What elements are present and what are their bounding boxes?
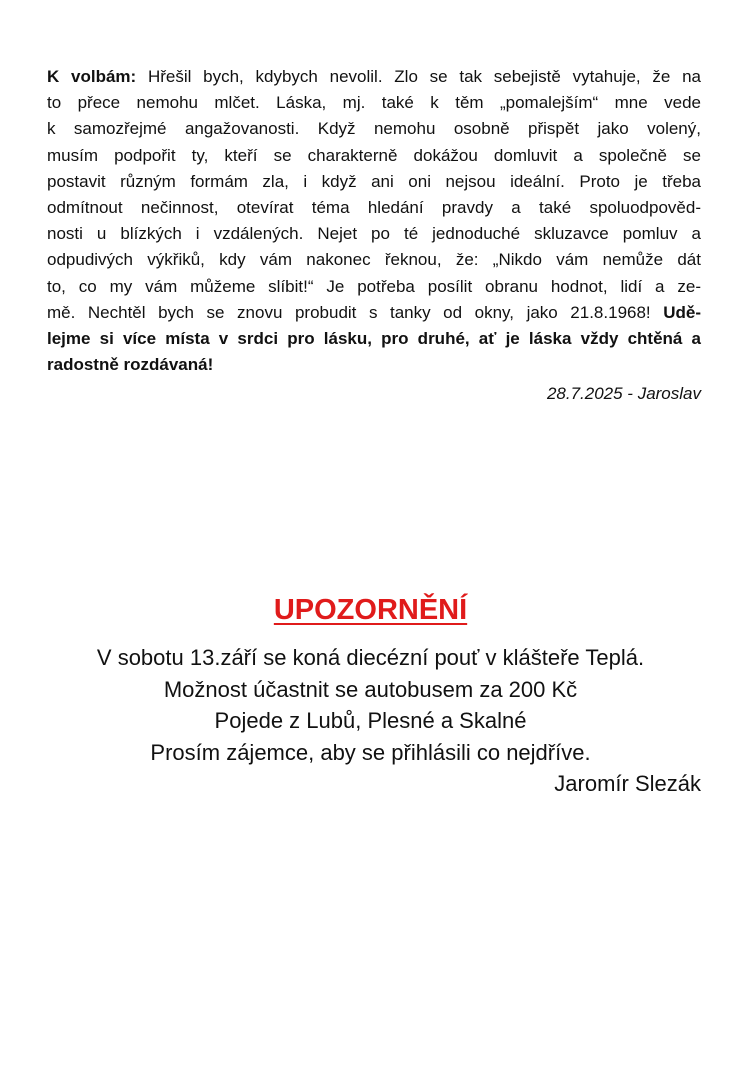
notice-line: Pojede z Lubů, Plesné a Skalné <box>214 708 527 733</box>
notice-line: V sobotu 13.září se koná diecézní pouť v klášteře Teplá. <box>96 645 645 670</box>
article-line-text: mě. Nechtěl bych se znovu probudit s tanky od okny, jako 21.8.1968! <box>47 302 651 322</box>
article-line <box>47 64 701 90</box>
article-line: odpudivých výkřiků, kdy vám nakonec řeknou, že: „Nikdo vám nemůže dát <box>47 250 701 270</box>
article-lead: K volbám: <box>47 67 137 86</box>
notice-line: Možnost účastnit se autobusem za 200 Kč <box>163 676 578 702</box>
article-signature: 28.7.2025 - Jaroslav <box>546 384 701 404</box>
article-line: to přece nemohu mlčet. Láska, mj. také k těm „pomalejším“ mne vede <box>47 93 701 113</box>
notice-signature: Jaromír Slezák <box>554 771 701 796</box>
article-line: to, co my vám můžeme slíbit!“ Je potřeba posílit obranu hodnot, lidí a ze- <box>47 276 701 296</box>
article-line: musím podpořit ty, kteří se charakterně dokážou domluvit a společně se <box>47 145 701 165</box>
article-bold-tail-start: Udě- <box>663 302 701 322</box>
article-line-text: Hřešil bych, kdybych nevolil. Zlo se tak sebejistě vytahuje, že na <box>147 67 701 86</box>
article-line: postavit různým formám zla, i když ani oni nejsou ideální. Proto je třeba <box>47 171 701 191</box>
article-bold-line: lejme si více místa v srdci pro lásku, pro druhé, ať je láska vždy chtěná a <box>47 329 701 349</box>
notice-line: Prosím zájemce, aby se přihlásili co nejdříve. <box>150 739 591 765</box>
article-line <box>47 300 701 326</box>
article-line: odmítnout nečinnost, otevírat téma hledání pravdy a také spoluodpověd- <box>47 198 701 218</box>
article-body <box>47 64 701 378</box>
notice-block <box>40 590 701 800</box>
notice-title: UPOZORNĚNÍ <box>273 594 468 626</box>
article-line: nosti u blízkých i vzdálených. Nejet po té jednoduché skluzavce pomluv a <box>47 224 701 244</box>
article-k-volbam <box>47 64 701 408</box>
article-bold-line: radostně rozdávaná! <box>47 355 214 375</box>
article-line: k samozřejmé angažovanosti. Když nemohu osobně přispět jako volený, <box>47 119 701 139</box>
